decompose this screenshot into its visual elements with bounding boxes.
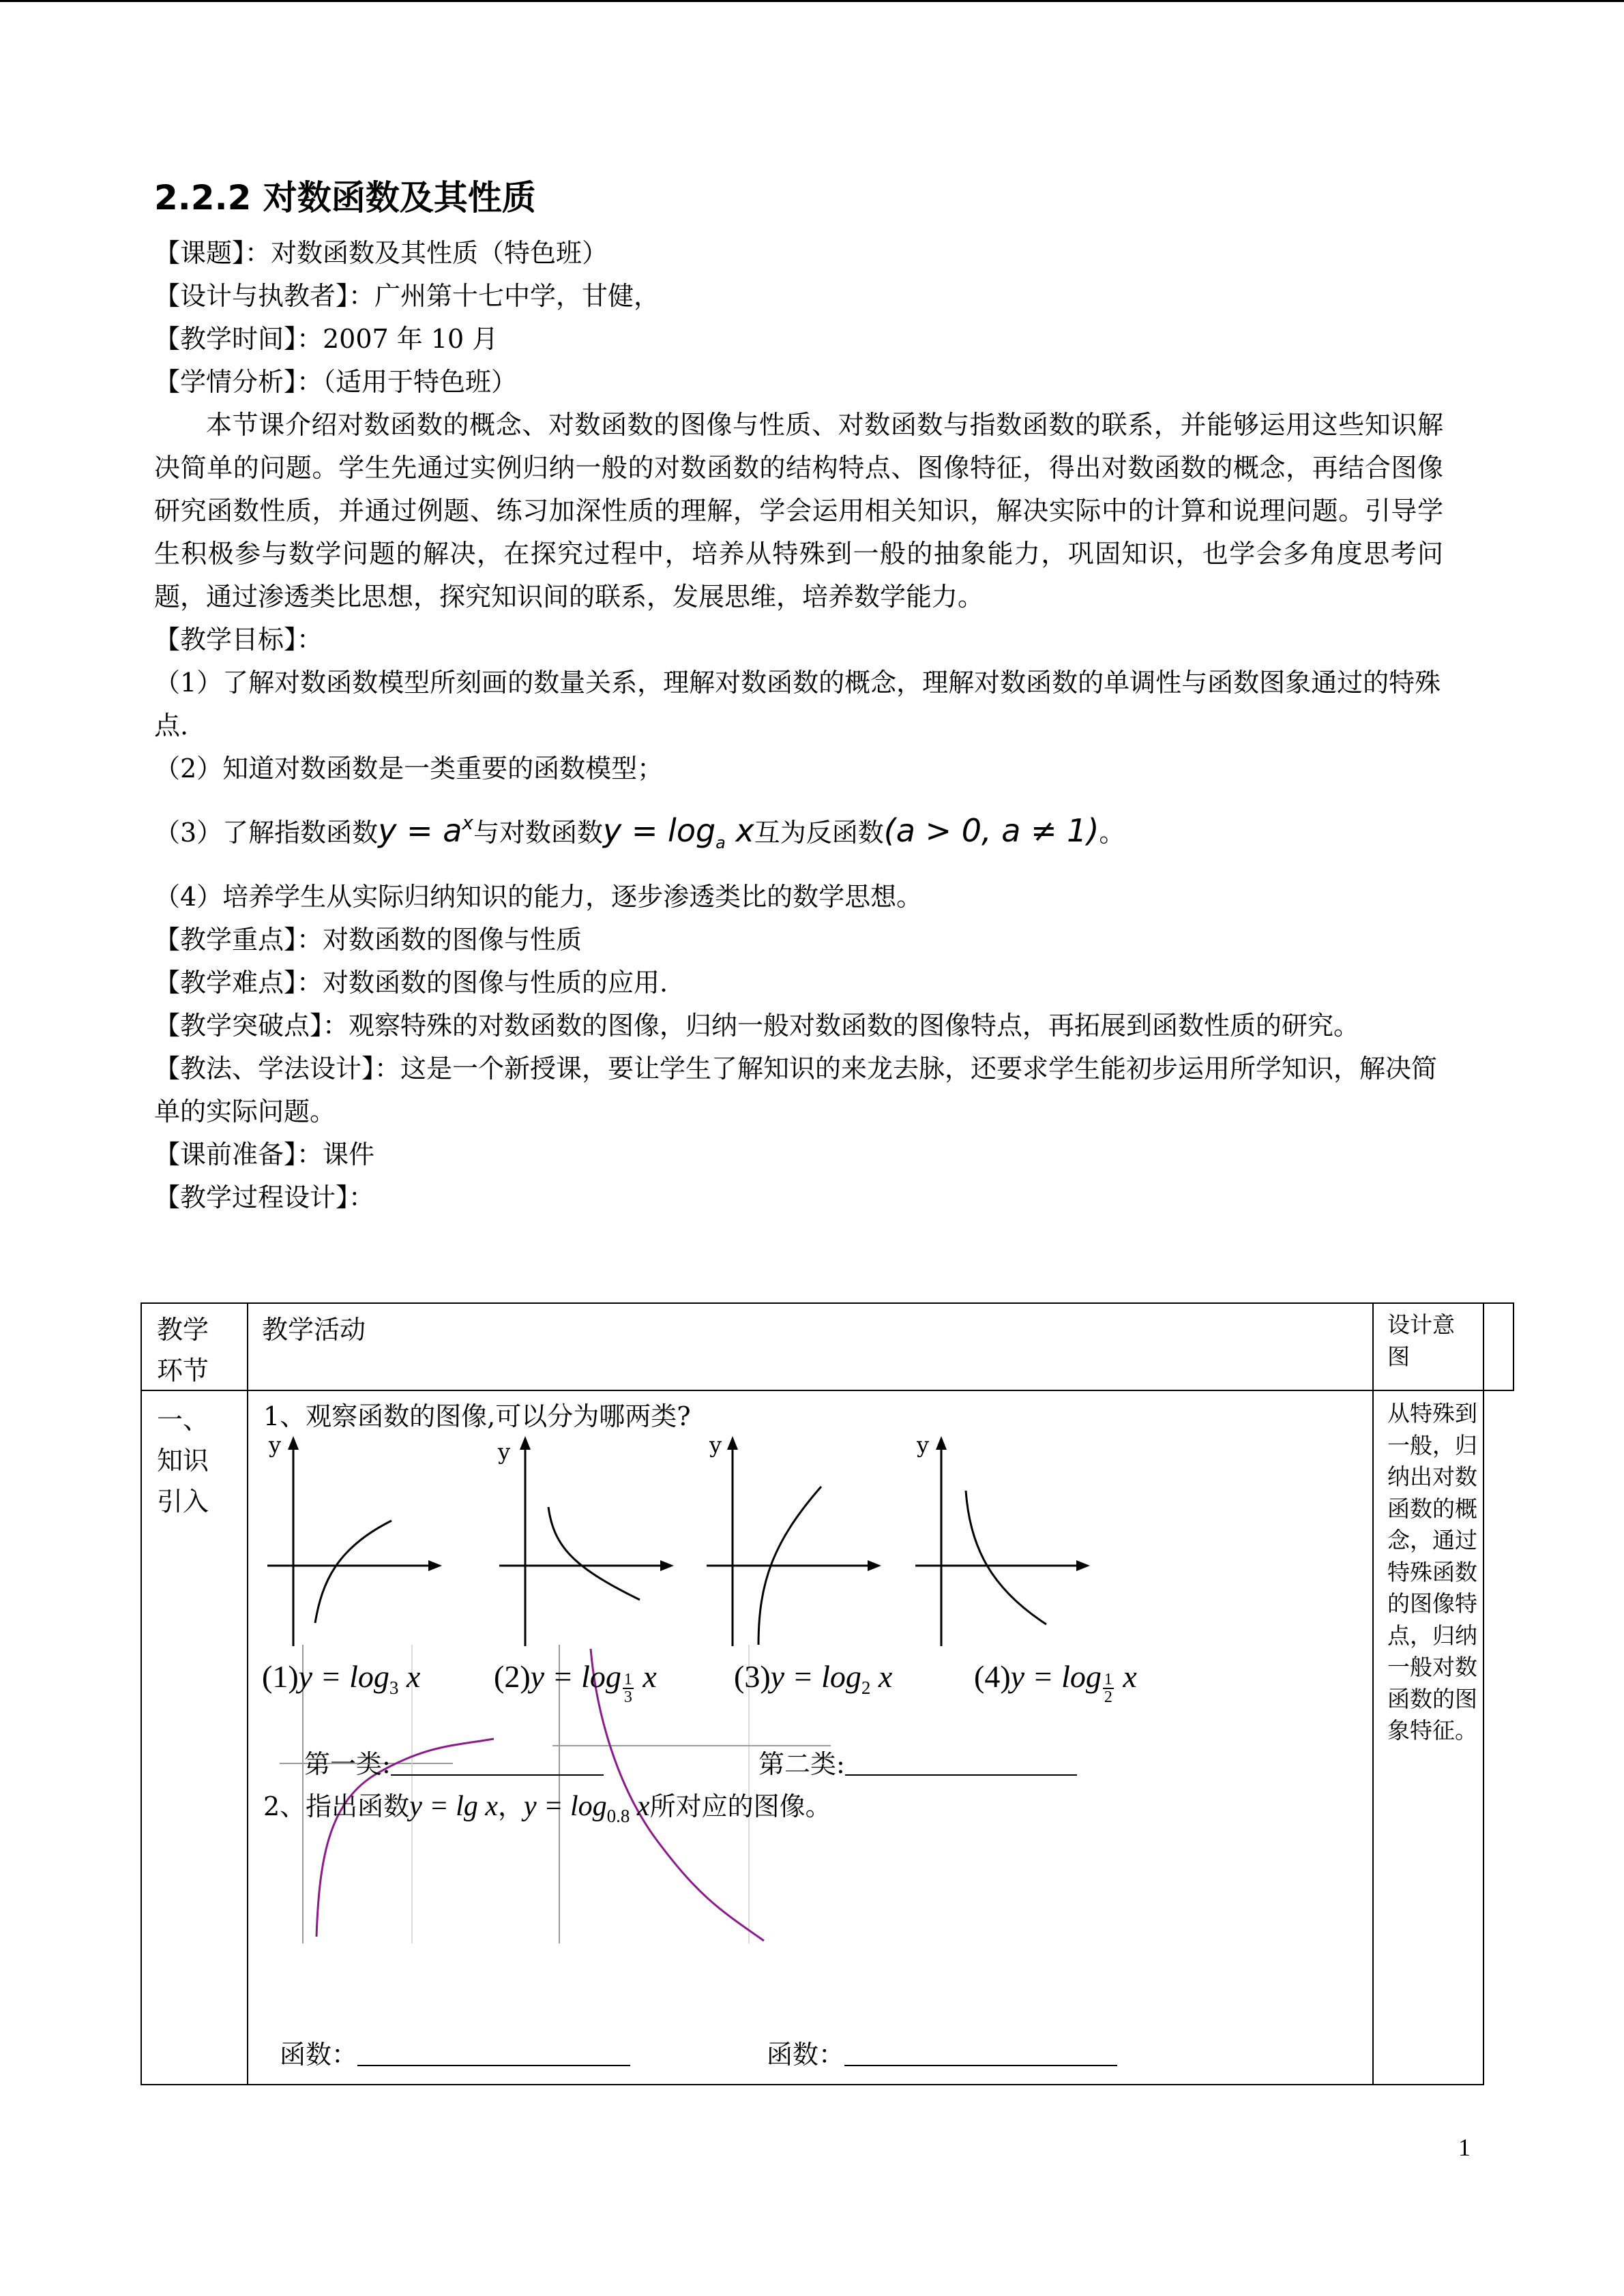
caption-2 <box>494 1658 657 1705</box>
header-stage-text: 教学环节 <box>157 1315 209 1386</box>
graph2-curve <box>548 1507 640 1600</box>
header-intent <box>1372 1302 1484 1391</box>
process-heading: 【教学过程设计】： <box>154 1182 375 1212</box>
log-formula <box>603 812 754 852</box>
graph2-y-arrow <box>520 1436 531 1450</box>
graph4-curve <box>966 1491 1046 1624</box>
goal-3-end: 。 <box>1099 818 1125 848</box>
exp-eq: = <box>396 812 443 849</box>
func-2-blank[interactable] <box>844 2039 1117 2066</box>
log-base: a <box>715 833 726 852</box>
graph4-y-label: y <box>917 1432 930 1458</box>
caption-3-base: 2 <box>861 1678 871 1698</box>
analysis-paragraph: 本节课介绍对数函数的概念、对数函数的图像与性质、对数函数与指数函数的联系，并能够运用这些知识解决简单的问题。学生先通过实例归纳一般的对数函数的结构特点、图像特征，得出对数函数的概念，再结合图像研究函数性质，并通过例题、练习加深性质的理解，学会运用相关知识，解决实际中的计算和说理问题。引导学生积极参与数学问题的解决，在探究过程中，培养从特殊到一般的抽象能力，巩固知识，也学会多角度思考问题，通过渗透类比思想，探究知识间的联系，发展思维，培养数学能力。 <box>154 410 1443 612</box>
header-stage <box>141 1302 248 1391</box>
question-2-a: 2、指出函数 <box>263 1791 410 1821</box>
graph1-y-arrow <box>288 1436 299 1450</box>
graph1-x-arrow <box>428 1560 442 1571</box>
func-1-label: 函数： <box>280 2040 358 2070</box>
caption-3 <box>734 1658 892 1699</box>
lesson-process-table <box>141 1302 1484 2085</box>
question-1: 1、观察函数的图像,可以分为哪两类? <box>263 1401 691 1431</box>
row1-activity <box>247 1390 1374 2085</box>
class-2-blank[interactable] <box>845 1748 1077 1776</box>
meta-analysis-heading: 【学情分析】：（适用于特色班） <box>154 367 518 397</box>
caption-2-frac <box>623 1671 634 1705</box>
caption-4-num-n: 1 <box>1104 1671 1112 1688</box>
class-2-row <box>758 1747 1077 1781</box>
graph3-x-arrow <box>868 1560 881 1571</box>
caption-4-eq: y = log <box>1010 1659 1102 1694</box>
graph1-y-label: y <box>269 1432 282 1458</box>
exp-a: a <box>443 812 462 849</box>
row1-intent <box>1372 1390 1484 2085</box>
top-border <box>0 0 1624 2</box>
header-activity-text: 教学活动 <box>262 1315 366 1345</box>
question-2 <box>263 1789 831 1833</box>
question-2-f2-base: 0.8 <box>606 1806 630 1826</box>
caption-2-num-d: 3 <box>623 1688 632 1706</box>
caption-2-x: x <box>634 1659 657 1694</box>
key-point: 【教学重点】：对数函数的图像与性质 <box>154 925 582 955</box>
page-number: 1 <box>1458 2134 1471 2161</box>
class-1-blank[interactable] <box>391 1748 604 1776</box>
caption-1-num: (1) <box>262 1659 299 1694</box>
graph1-curve <box>315 1521 392 1623</box>
question-2-b: 所对应的图像。 <box>649 1791 831 1821</box>
log-eq: = log <box>621 812 716 849</box>
question-2-f1: y = lg x <box>409 1791 498 1822</box>
func-2-label: 函数： <box>767 2040 845 2070</box>
func-2-row <box>767 2038 1117 2072</box>
caption-1-eq: y = log <box>298 1659 389 1694</box>
func-1-row <box>280 2038 630 2072</box>
graph2-x-arrow <box>660 1560 674 1571</box>
caption-4-frac <box>1103 1671 1114 1705</box>
header-intent-text: 设计意图 <box>1387 1311 1455 1370</box>
exp-formula <box>378 812 473 849</box>
caption-4-x: x <box>1114 1659 1137 1694</box>
caption-3-eq: y = log <box>770 1659 861 1694</box>
goal-4: （4）培养学生从实际归纳知识的能力，逐步渗透类比的数学思想。 <box>154 882 923 912</box>
graph3-y-arrow <box>727 1436 738 1450</box>
graph2-y-label: y <box>498 1439 511 1465</box>
row1-stage <box>141 1390 248 2085</box>
method: 【教法、学法设计】：这是一个新授课，要让学生了解知识的来龙去脉，还要求学生能初步运用所学知识，解决简单的实际问题。 <box>154 1054 1438 1127</box>
question-2-f2-x: x <box>630 1791 650 1822</box>
meta-topic: 【课题】：对数函数及其性质（特色班） <box>154 238 608 268</box>
log-graphs-figure <box>248 1391 1372 2084</box>
goals-heading: 【教学目标】： <box>154 625 323 655</box>
graph4-x-arrow <box>1076 1560 1090 1571</box>
breakthrough: 【教学突破点】：观察特殊的对数函数的图像，归纳一般对数函数的图像特点，再拓展到函数性质的研究。 <box>154 1011 1360 1041</box>
exp-x: x <box>462 811 473 834</box>
graph3-y-label: y <box>709 1432 722 1458</box>
caption-3-x: x <box>870 1659 893 1694</box>
class-1-row <box>304 1747 604 1781</box>
caption-2-num: (2) <box>494 1659 531 1694</box>
condition-formula: (a > 0, a ≠ 1) <box>883 812 1099 849</box>
goal-3 <box>154 790 1490 876</box>
preparation: 【课前准备】：课件 <box>154 1139 375 1169</box>
caption-1 <box>262 1658 420 1699</box>
goal-3-text-b: 与对数函数 <box>473 818 604 848</box>
header-activity <box>247 1302 1514 1391</box>
func-1-blank[interactable] <box>357 2039 630 2066</box>
goal-3-text-c: 互为反函数 <box>754 818 884 848</box>
page-title: 2.2.2 对数函数及其性质 <box>154 178 536 218</box>
row1-stage-text: 一、知识引入 <box>157 1405 209 1517</box>
log-y: y <box>603 812 622 849</box>
caption-4 <box>974 1658 1137 1705</box>
row1-intent-text: 从特殊到一般，归纳出对数函数的概念，通过特殊函数的图像特点，归纳一般对数函数的图象特征。 <box>1387 1400 1477 1744</box>
caption-1-x: x <box>398 1659 421 1694</box>
caption-2-num-n: 1 <box>623 1671 632 1688</box>
exp-y: y <box>378 812 397 849</box>
goal-2: （2）知道对数函数是一类重要的函数模型； <box>154 754 664 784</box>
goal-1: （1）了解对数函数模型所刻画的数量关系，理解对数函数的概念，理解对数函数的单调性与函数图象通过的特殊点. <box>154 668 1441 741</box>
class-2-label: 第二类: <box>758 1749 845 1779</box>
caption-1-base: 3 <box>389 1678 399 1698</box>
goal-3-text-a: （3）了解指数函数 <box>154 818 379 848</box>
caption-3-num: (3) <box>734 1659 771 1694</box>
caption-2-eq: y = log <box>530 1659 621 1694</box>
log-x: x <box>725 812 754 849</box>
meta-time: 【教学时间】：2007 年 10 月 <box>154 324 499 354</box>
meta-designer: 【设计与执教者】：广州第十七中学，甘健， <box>154 281 660 311</box>
difficulty: 【教学难点】：对数函数的图像与性质的应用. <box>154 968 668 998</box>
question-2-sep: ， <box>497 1791 524 1821</box>
graph4-y-arrow <box>936 1436 947 1450</box>
question-2-f2: y = log <box>524 1791 607 1822</box>
caption-4-num-d: 2 <box>1104 1688 1112 1706</box>
document-body <box>154 170 1490 1219</box>
class-1-label: 第一类: <box>304 1749 391 1779</box>
caption-4-num: (4) <box>974 1659 1011 1694</box>
